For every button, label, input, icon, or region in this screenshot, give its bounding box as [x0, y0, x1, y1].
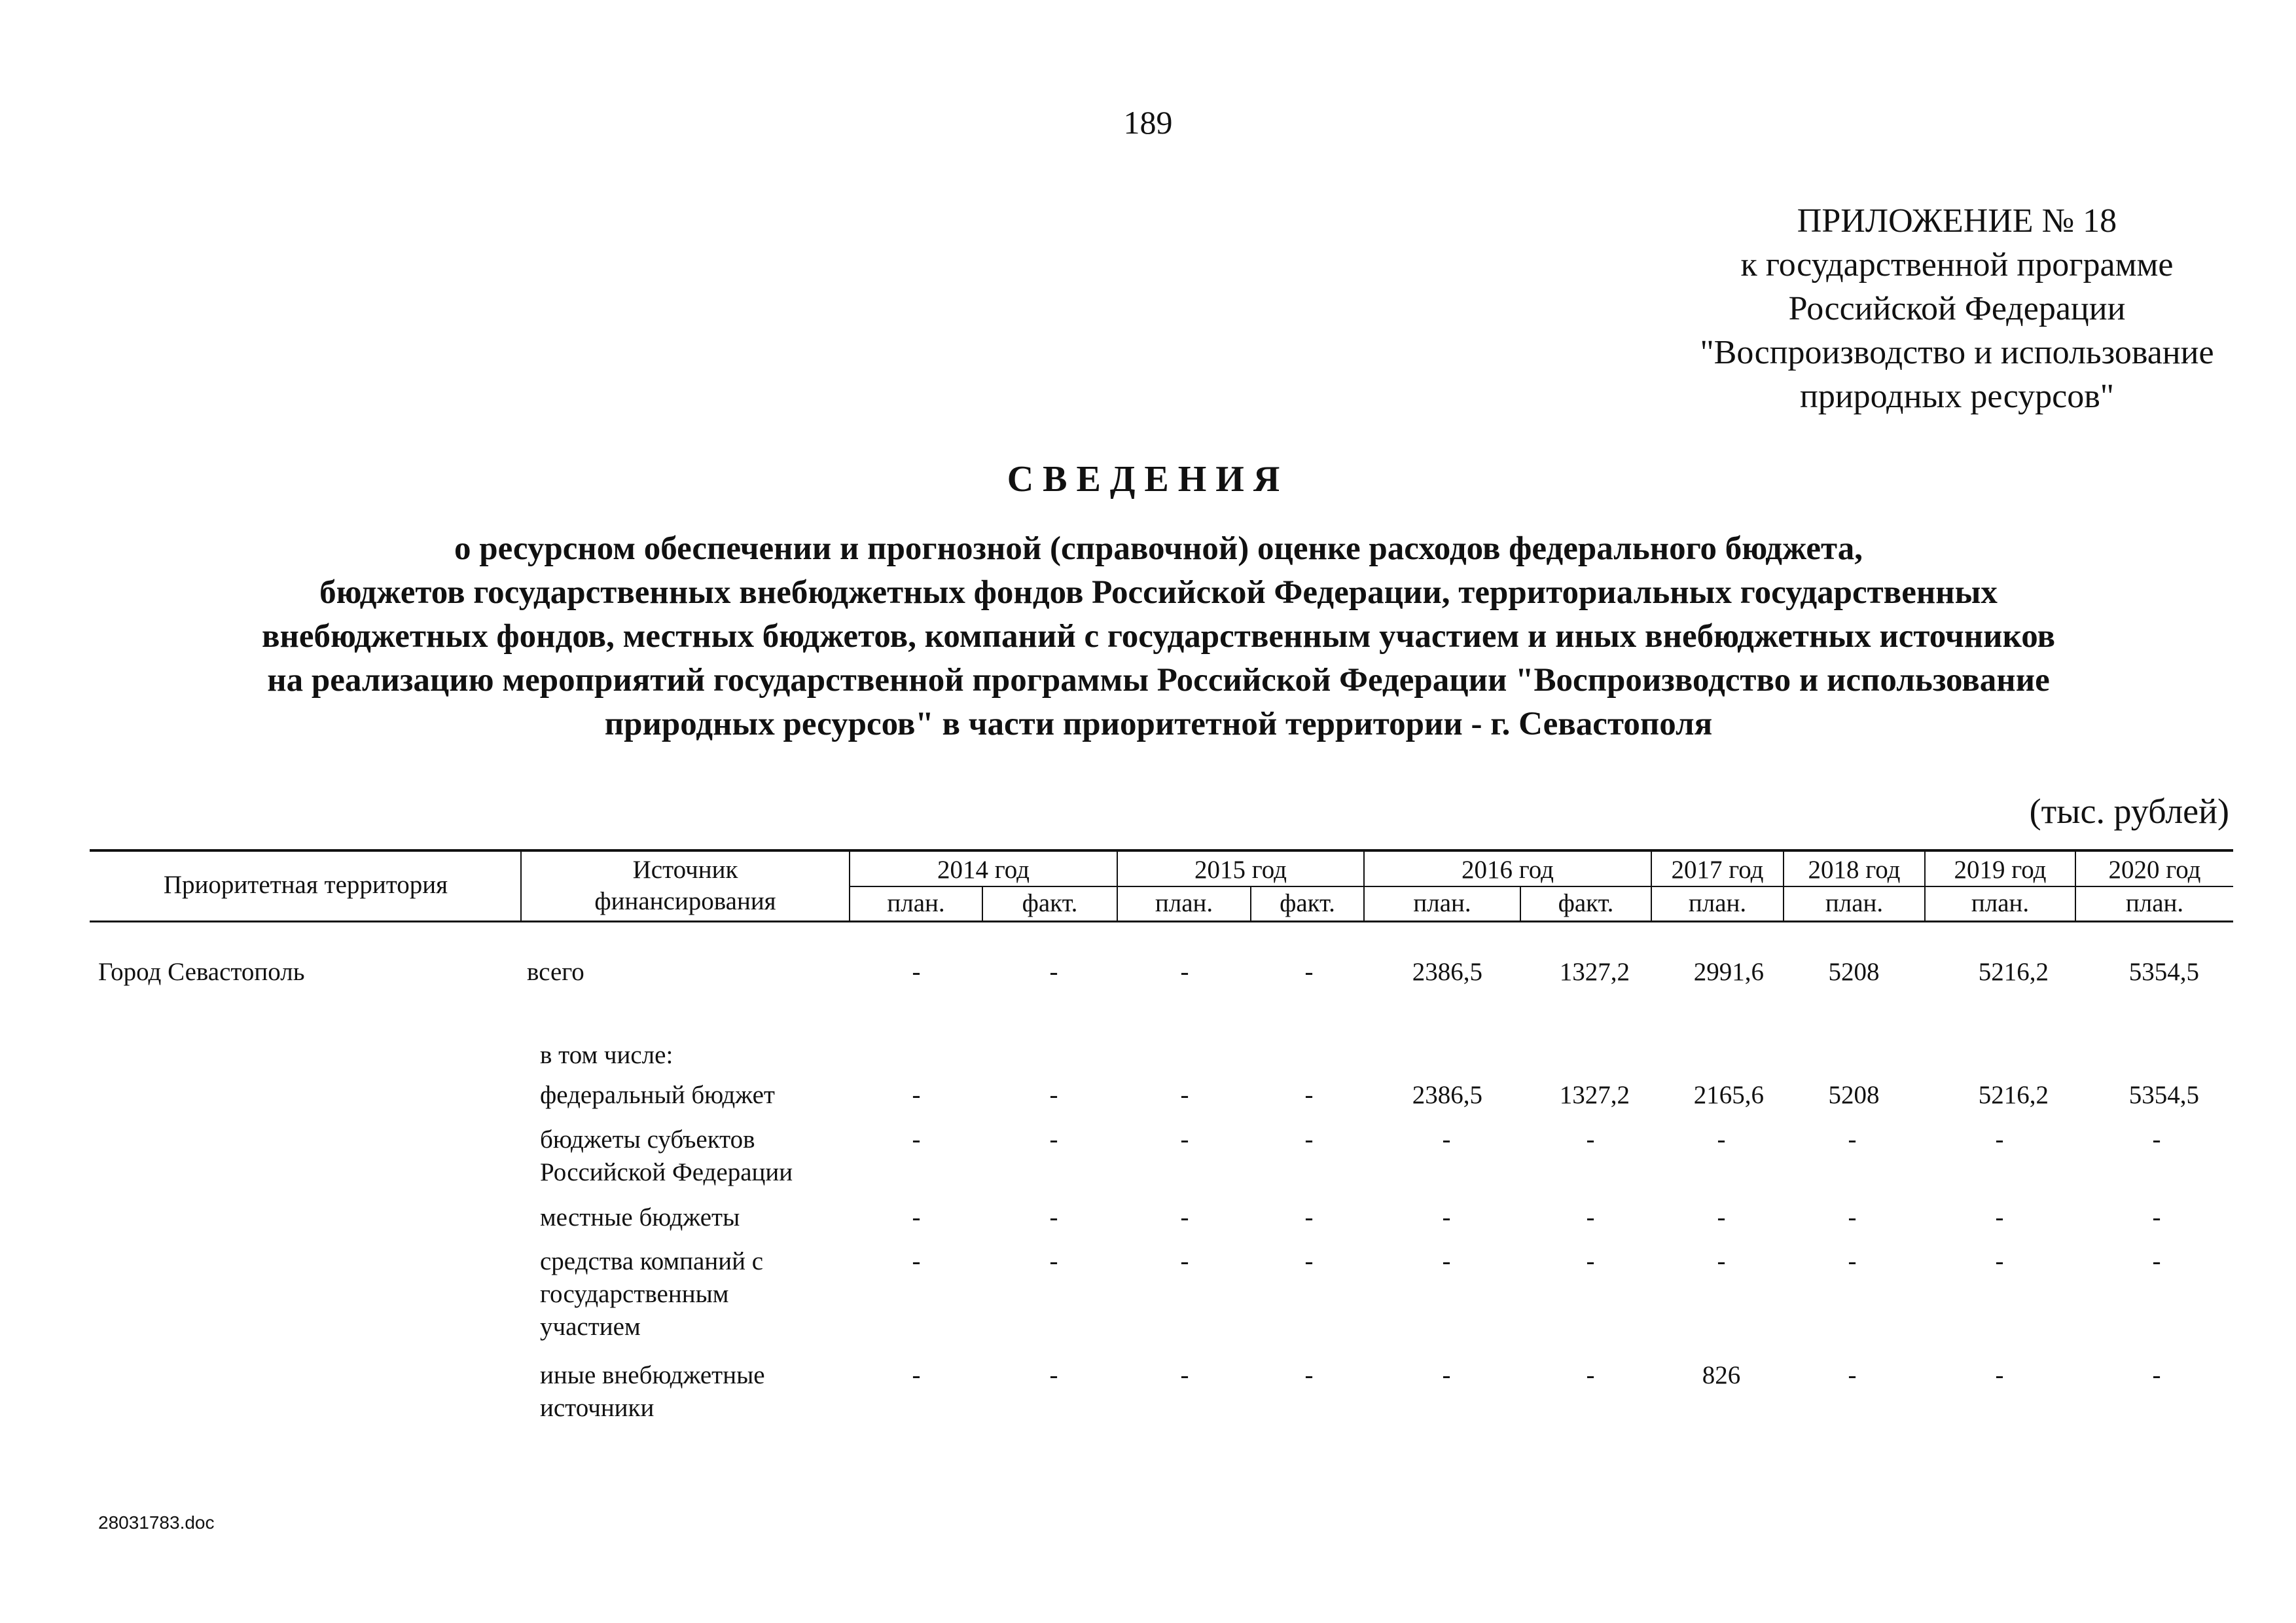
table-cell: 5354,5 [2128, 958, 2199, 986]
header-plan: план. [2125, 889, 2184, 917]
table-cell: - [1717, 1247, 1726, 1275]
table-cell: - [1049, 1125, 1058, 1154]
table-top-rule [90, 849, 2233, 852]
document-heading: СВЕДЕНИЯ [1007, 459, 1289, 500]
table-cell: - [912, 1125, 921, 1154]
table-cell: - [912, 958, 921, 986]
row-source-line: участием [540, 1313, 641, 1341]
table-cell: - [1049, 1247, 1058, 1275]
table-cell: - [2152, 1125, 2161, 1154]
table-cell: - [2152, 1203, 2161, 1231]
appendix-title: ПРИЛОЖЕНИЕ № 18 [1797, 202, 2117, 240]
header-source-line: финансирования [594, 887, 776, 915]
table-header-bottom-rule [90, 921, 2233, 922]
header-year-2017: 2017 год [1671, 856, 1764, 884]
appendix-line: к государственной программе [1740, 246, 2174, 283]
table-cell: - [1180, 1203, 1189, 1231]
table-cell: - [1049, 958, 1058, 986]
table-cell: - [2152, 1247, 2161, 1275]
table-cell: 5208 [1828, 958, 1880, 986]
row-source-label [540, 1123, 793, 1189]
subheading-line: бюджетов государственных внебюджетных фондов Российской Федерации, территориальных государственных [319, 574, 1998, 611]
table-cell: - [1180, 1081, 1189, 1109]
table-cell: 2386,5 [1412, 1081, 1482, 1109]
table-cell: - [1180, 958, 1189, 986]
table-cell: - [1586, 1203, 1595, 1231]
table-cell: 2386,5 [1412, 958, 1482, 986]
header-fact: факт. [1022, 889, 1078, 917]
table-cell: 5216,2 [1978, 958, 2049, 986]
table-cell: 5208 [1828, 1081, 1880, 1109]
appendix-line: "Воспроизводство и использование [1700, 334, 2214, 371]
header-plan: план. [1413, 889, 1471, 917]
row-source-line: средства компаний с [540, 1247, 764, 1275]
table-cell: - [1586, 1361, 1595, 1389]
header-source-line: Источник [632, 856, 738, 884]
table-cell: 826 [1702, 1361, 1741, 1389]
row-source-line: Российской Федерации [540, 1158, 793, 1186]
row-source-label: в том числе: [540, 1041, 673, 1069]
table-cell: - [1180, 1247, 1189, 1275]
header-year-2018: 2018 год [1808, 856, 1901, 884]
table-cell: - [1848, 1247, 1857, 1275]
table-cell: - [1304, 1081, 1314, 1109]
header-source [522, 854, 849, 917]
subheading-line: природных ресурсов" в части приоритетной территории - г. Севастополя [604, 706, 1713, 742]
appendix-block [1571, 199, 2296, 418]
table-cell: - [1586, 1247, 1595, 1275]
table-cell: - [912, 1361, 921, 1389]
subheading-line: внебюджетных фондов, местных бюджетов, компаний с государственным участием и иных внебюджетных источников [261, 618, 2055, 655]
appendix-line: Российской Федерации [1788, 290, 2126, 327]
table-cell: - [1442, 1125, 1451, 1154]
header-plan: план. [1155, 889, 1213, 917]
header-plan: план. [1688, 889, 1747, 917]
appendix-line: природных ресурсов" [1799, 378, 2114, 415]
header-plan: план. [1971, 889, 2030, 917]
subheading-line: о ресурсном обеспечении и прогнозной (справочной) оценке расходов федерального бюджета, [454, 530, 1863, 567]
territory-name: Город Севастополь [98, 958, 305, 986]
row-source-line: иные внебюджетные [540, 1361, 765, 1389]
table-subheader-rule [849, 886, 2233, 887]
table-cell: - [1848, 1125, 1857, 1154]
table-cell: - [1995, 1361, 2004, 1389]
table-cell: - [912, 1081, 921, 1109]
table-cell: 1327,2 [1559, 1081, 1630, 1109]
header-year-2016: 2016 год [1462, 856, 1554, 884]
table-cell: - [1180, 1125, 1189, 1154]
table-cell: - [912, 1247, 921, 1275]
subheading-line: на реализацию мероприятий государственной программы Российской Федерации "Воспроизводство и использование [267, 662, 2050, 699]
row-source-label [540, 1359, 765, 1425]
table-cell: - [1995, 1125, 2004, 1154]
table-cell: - [1442, 1361, 1451, 1389]
table-cell: - [1717, 1125, 1726, 1154]
header-fact: факт. [1280, 889, 1335, 917]
table-cell: - [1442, 1203, 1451, 1231]
table-cell: - [1304, 958, 1314, 986]
table-cell: - [1995, 1247, 2004, 1275]
header-year-2019: 2019 год [1954, 856, 2047, 884]
table-cell: 2165,6 [1693, 1081, 1764, 1109]
header-year-2015: 2015 год [1194, 856, 1287, 884]
table-cell: - [1848, 1361, 1857, 1389]
header-year-2020: 2020 год [2108, 856, 2201, 884]
table-cell: - [912, 1203, 921, 1231]
row-source-label [540, 1245, 763, 1343]
row-source-label: федеральный бюджет [540, 1081, 775, 1109]
table-cell: - [1304, 1125, 1314, 1154]
header-territory: Приоритетная территория [163, 871, 448, 899]
page-number: 189 [1123, 104, 1173, 141]
table-cell: 2991,6 [1693, 958, 1764, 986]
table-cell: - [1995, 1203, 2004, 1231]
table-cell: - [1717, 1203, 1726, 1231]
table-cell: - [1049, 1081, 1058, 1109]
row-source-line: бюджеты субъектов [540, 1125, 755, 1154]
table-cell: 1327,2 [1559, 958, 1630, 986]
row-source-label: всего [527, 958, 584, 986]
table-cell: - [1442, 1247, 1451, 1275]
units-label: (тыс. рублей) [2029, 792, 2229, 831]
document-subheading [79, 527, 2238, 746]
table-cell: - [1848, 1203, 1857, 1231]
table-cell: - [1304, 1247, 1314, 1275]
row-source-line: источники [540, 1394, 655, 1422]
table-cell: - [1049, 1361, 1058, 1389]
row-source-line: государственным [540, 1280, 729, 1308]
table-cell: 5354,5 [2128, 1081, 2199, 1109]
header-year-2014: 2014 год [937, 856, 1030, 884]
table-cell: - [2152, 1361, 2161, 1389]
header-plan: план. [887, 889, 945, 917]
table-cell: - [1304, 1361, 1314, 1389]
table-cell: 5216,2 [1978, 1081, 2049, 1109]
header-plan: план. [1825, 889, 1884, 917]
row-source-label: местные бюджеты [540, 1203, 740, 1231]
document-code: 28031783.doc [98, 1512, 215, 1533]
table-cell: - [1049, 1203, 1058, 1231]
header-fact: факт. [1558, 889, 1614, 917]
table-cell: - [1304, 1203, 1314, 1231]
table-cell: - [1180, 1361, 1189, 1389]
table-cell: - [1586, 1125, 1595, 1154]
